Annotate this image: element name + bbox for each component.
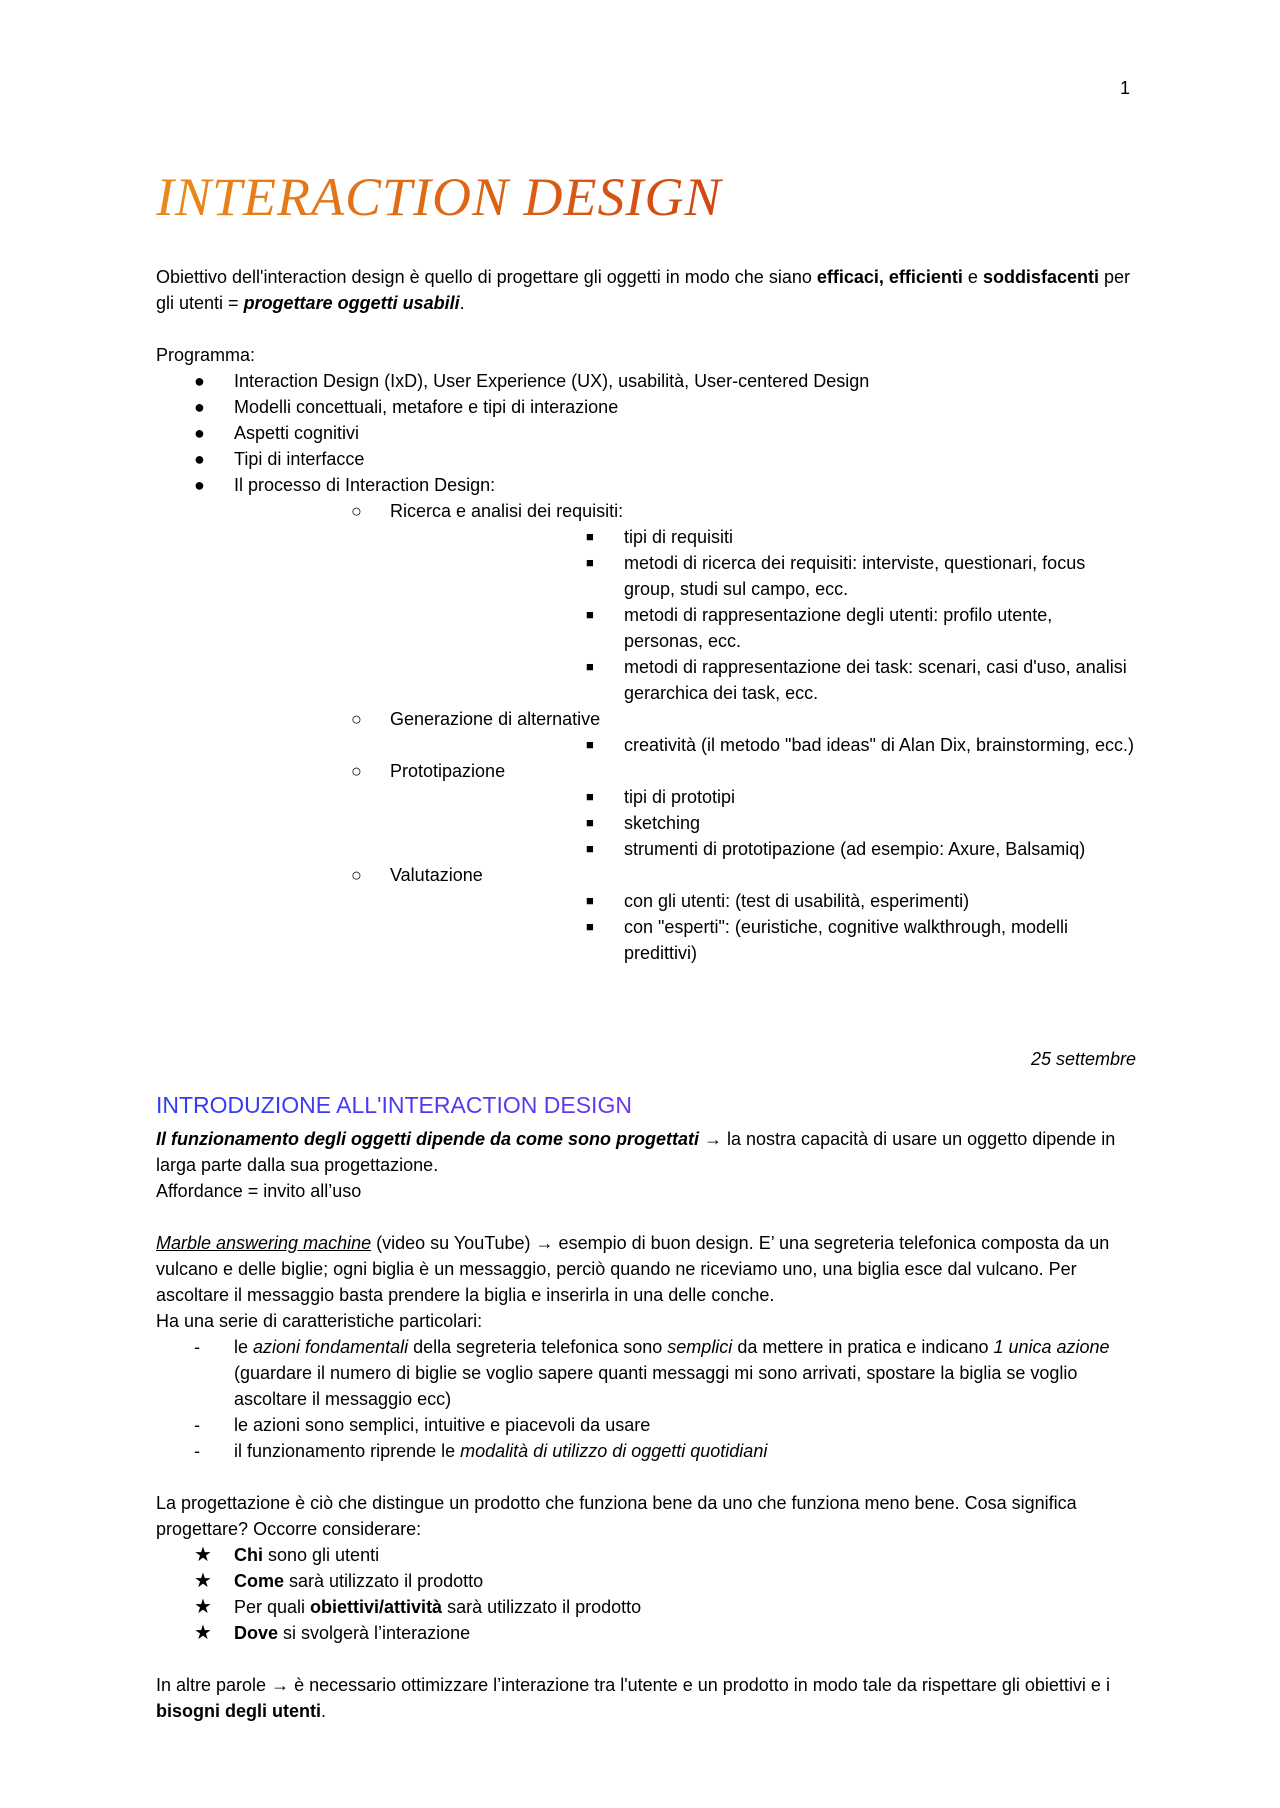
list-item: - le azioni fondamentali della segreteria telefonica sono semplici da mettere in pratica e indicano 1 unica azione (guardare il numero di biglie se voglio sapere quanti messaggi mi sono arrivati, spostare la biglia se voglio ascoltare il messaggio ecc) <box>156 1334 1136 1412</box>
square-bullet-icon: ■ <box>586 607 594 622</box>
design-paragraph: La progettazione è ciò che distingue un prodotto che funziona bene da uno che funziona meno bene. Cosa significa progettare? Occorre considerare: <box>156 1493 1077 1539</box>
square-bullet-icon: ■ <box>586 555 594 570</box>
square-bullet-icon: ■ <box>586 815 594 830</box>
sub-item: ■ metodi di rappresentazione degli utenti: profilo utente, personas, ecc. <box>390 602 1136 654</box>
bullet-icon: ● <box>194 423 205 443</box>
date-label: 25 settembre <box>1030 1049 1136 1069</box>
programma-label: Programma: <box>156 345 256 365</box>
sub-item: ■ metodi di rappresentazione dei task: scenari, casi d'uso, analisi gerarchica dei task, ecc. <box>390 654 1136 706</box>
phase-sublist <box>390 732 1136 758</box>
intro-paragraph: Obiettivo dell'interaction design è quello di progettare gli oggetti in modo che siano efficaci, efficienti e soddisfacenti per gli utenti = progettare oggetti usabili. <box>156 267 1130 313</box>
document-title: INTERACTION DESIGN <box>156 162 1136 232</box>
dash-bullet-icon: - <box>194 1415 200 1435</box>
sub-item: ■ creatività (il metodo "bad ideas" di Alan Dix, brainstorming, ecc.) <box>390 732 1136 758</box>
list-item: ● Modelli concettuali, metafore e tipi di interazione <box>156 394 1136 420</box>
phase-item: ○ Prototipazione ■ tipi di prototipi ■ sketching ■ strumenti di prototipazione (ad esempio: Axure, Balsamiq) <box>234 758 1136 862</box>
star-bullet-icon: ★ <box>194 1570 212 1592</box>
phase-sublist <box>390 888 1136 966</box>
phase-item: ○ Valutazione ■ con gli utenti: (test di usabilità, esperimenti) ■ con "esperti": (euristiche, cognitive walkthrough, modelli predittivi) <box>234 862 1136 966</box>
bullet-icon: ● <box>194 371 205 391</box>
square-bullet-icon: ■ <box>586 659 594 674</box>
square-bullet-icon: ■ <box>586 529 594 544</box>
features-intro: Ha una serie di caratteristiche particolari: <box>156 1311 483 1331</box>
features-list <box>156 1334 1136 1464</box>
marble-paragraph: Marble answering machine (video su YouTube) → esempio di buon design. E’ una segreteria telefonica composta da un vulcano e delle biglie; ogni biglia è un messaggio, perciò quando ne riceviamo uno, una biglia esce dal vulcano. Per ascoltare il messaggio basta prendere la biglia e inserirla in una delle conche. <box>156 1233 1110 1305</box>
list-item: ● Il processo di Interaction Design: ○ Ricerca e analisi dei requisiti: ■ tipi di requisiti ■ metodi di ricerca dei requisiti: interviste, questionari, focus group, studi sul campo, ecc. ■ metodi di rappresentazione degli utenti: profilo utente, personas, ecc. ■ metodi di rappresentazione dei task: scenari, casi d'uso, analisi gerarchica dei task, ecc. ○ Generazione di alternative ■ creatività (il metodo "bad ideas" di Alan Dix, brainstorming, ecc.) ○ Prototipazione ■ tipi di prototipi ■ sketching ■ strumenti di prototipazione (ad esempio: Axure, Balsamiq) ○ Valutazione ■ con gli utenti: (test di usabilità, esperimenti) ■ con "esperti": (euristiche, cognitive walkthrough, modelli predittivi) <box>156 472 1136 966</box>
list-item: ★ Chi sono gli utenti <box>194 1544 380 1566</box>
affordance-line: Affordance = invito all’uso <box>156 1181 362 1201</box>
sub-item: ■ tipi di requisiti <box>390 524 1136 550</box>
sub-item: ■ sketching <box>390 810 1136 836</box>
closing-paragraph: In altre parole → è necessario ottimizzare l’interazione tra l'utente e un prodotto in modo tale da rispettare gli obiettivi e i bisogni degli utenti. <box>156 1675 1110 1721</box>
phase-sublist <box>390 784 1136 862</box>
document-body <box>156 162 1136 1724</box>
square-bullet-icon: ■ <box>586 789 594 804</box>
functioning-paragraph: Il funzionamento degli oggetti dipende da come sono progettati → la nostra capacità di usare un oggetto dipende in larga parte dalla sua progettazione. <box>156 1129 1116 1175</box>
list-item: - il funzionamento riprende le modalità di utilizzo di oggetti quotidiani <box>156 1438 1136 1464</box>
section-heading: INTRODUZIONE ALL'INTERACTION DESIGN <box>156 1088 1136 1122</box>
list-item: ★ Dove si svolgerà l’interazione <box>194 1622 471 1644</box>
phase-item: ○ Generazione di alternative ■ creatività (il metodo "bad ideas" di Alan Dix, brainstorming, ecc.) <box>234 706 1136 758</box>
phase-sublist <box>390 524 1136 706</box>
list-item: ● Aspetti cognitivi <box>156 420 1136 446</box>
sub-item: ■ metodi di ricerca dei requisiti: interviste, questionari, focus group, studi sul campo, ecc. <box>390 550 1136 602</box>
dash-bullet-icon: - <box>194 1337 200 1357</box>
square-bullet-icon: ■ <box>586 919 594 934</box>
page-number: 1 <box>1119 78 1130 98</box>
programma-list <box>156 368 1136 966</box>
circle-bullet-icon: ○ <box>351 761 362 781</box>
dash-bullet-icon: - <box>194 1441 200 1461</box>
sub-item: ■ con "esperti": (euristiche, cognitive walkthrough, modelli predittivi) <box>390 914 1136 966</box>
circle-bullet-icon: ○ <box>351 865 362 885</box>
bullet-icon: ● <box>194 449 205 469</box>
circle-bullet-icon: ○ <box>351 709 362 729</box>
list-item: ● Tipi di interfacce <box>156 446 1136 472</box>
list-item: - le azioni sono semplici, intuitive e piacevoli da usare <box>156 1412 1136 1438</box>
star-bullet-icon: ★ <box>194 1622 212 1644</box>
phase-item: ○ Ricerca e analisi dei requisiti: ■ tipi di requisiti ■ metodi di ricerca dei requisiti: interviste, questionari, focus group, studi sul campo, ecc. ■ metodi di rappresentazione degli utenti: profilo utente, personas, ecc. ■ metodi di rappresentazione dei task: scenari, casi d'uso, analisi gerarchica dei task, ecc. <box>234 498 1136 706</box>
marble-video-link[interactable]: Marble answering machine <box>156 1233 372 1253</box>
list-item: ★ Per quali obiettivi/attività sarà utilizzato il prodotto <box>194 1596 642 1618</box>
sub-item: ■ con gli utenti: (test di usabilità, esperimenti) <box>390 888 1136 914</box>
star-bullet-icon: ★ <box>194 1544 212 1566</box>
star-bullet-icon: ★ <box>194 1596 212 1618</box>
list-item: ★ Come sarà utilizzato il prodotto <box>194 1570 484 1592</box>
sub-item: ■ tipi di prototipi <box>390 784 1136 810</box>
square-bullet-icon: ■ <box>586 841 594 856</box>
sub-item: ■ strumenti di prototipazione (ad esempio: Axure, Balsamiq) <box>390 836 1136 862</box>
process-phase-list <box>234 498 1136 966</box>
circle-bullet-icon: ○ <box>351 501 362 521</box>
bullet-icon: ● <box>194 397 205 417</box>
considerations-list <box>156 1542 1136 1646</box>
square-bullet-icon: ■ <box>586 893 594 908</box>
bullet-icon: ● <box>194 475 205 495</box>
square-bullet-icon: ■ <box>586 737 594 752</box>
list-item: ● Interaction Design (IxD), User Experience (UX), usabilità, User-centered Design <box>156 368 1136 394</box>
